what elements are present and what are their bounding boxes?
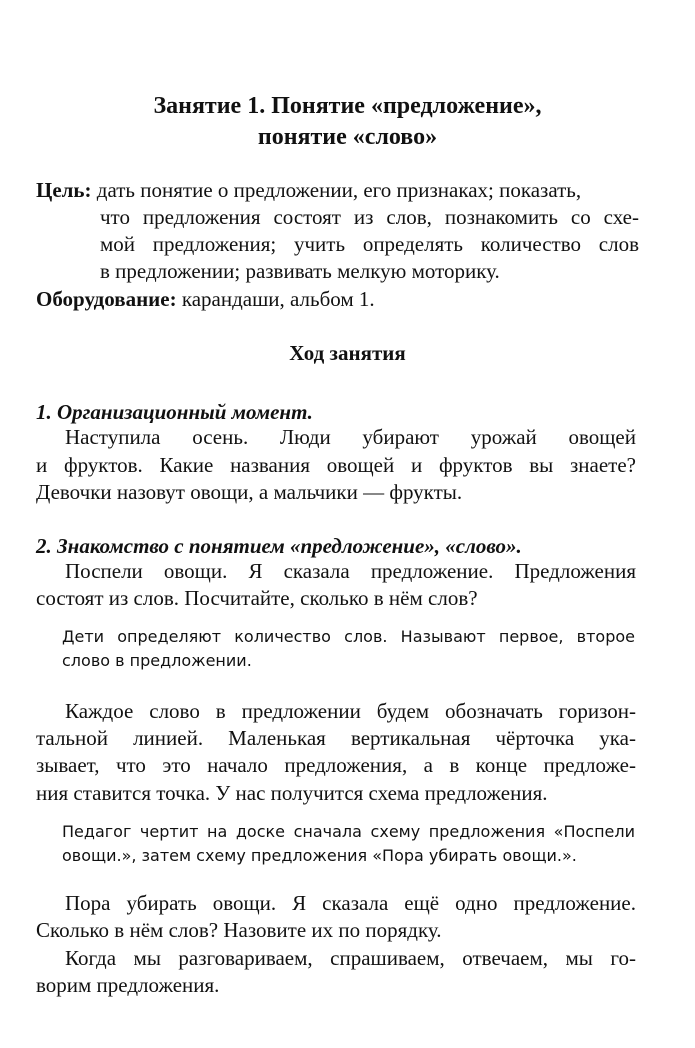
teacher-note-2-line-2: овощи.», затем схему предложения «Пора убирать овощи.». [62,846,577,865]
section2-paragraph-line-4: тальной линией. Маленькая вертикальная чёрточка ука- [36,726,636,750]
section2-heading: 2. Знакомство с понятием «предложение», «слово». [36,534,522,558]
teacher-note-1-line-2: слово в предложении. [62,651,252,670]
section1-paragraph-line-2: и фруктов. Какие названия овощей и фруктов вы знаете? [36,453,636,477]
section2-paragraph-line-10: ворим предложения. [36,973,220,997]
section1-paragraph-line-1: Наступила осень. Люди убирают урожай овощей [65,425,636,449]
teacher-note-1-line-1: Дети определяют количество слов. Называют первое, второе [62,627,635,646]
equipment-label: Оборудование: [36,287,177,311]
lesson-title-line-2: понятие «слово» [257,124,438,150]
section1-heading: 1. Организационный момент. [36,400,313,424]
goal-text-1: дать понятие о предложении, его признаках; показать, [91,178,582,202]
teacher-note-2-line-1: Педагог чертит на доске сначала схему предложения «Поспели [62,822,635,841]
section1-paragraph-line-3: Девочки назовут овощи, а мальчики — фрукты. [36,480,463,504]
goal-line-4: в предложении; развивать мелкую моторику. [100,259,500,283]
section2-paragraph-line-9: Когда мы разговариваем, спрашиваем, отвечаем, мы го- [65,946,636,970]
section2-paragraph-line-7: Пора убирать овощи. Я сказала ещё одно предложение. [65,891,636,915]
section2-paragraph-line-2: состоят из слов. Посчитайте, сколько в нём слов? [36,586,478,610]
section2-paragraph-line-8: Сколько в нём слов? Назовите их по порядку. [36,918,442,942]
section2-paragraph-line-3: Каждое слово в предложении будем обозначать горизон- [65,699,636,723]
section2-paragraph-line-6: ния ставится точка. У нас получится схема предложения. [36,781,548,805]
goal-label: Цель: [36,178,92,202]
equipment-line [36,286,375,312]
section2-paragraph-line-5: зывает, что это начало предложения, а в конце предложе- [36,753,636,777]
lesson-title-line-1: Занятие 1. Понятие «предложение», [153,93,542,119]
section2-paragraph-line-1: Поспели овощи. Я сказала предложение. Предложения [65,559,636,583]
course-heading: Ход занятия [289,341,406,365]
goal-line-1 [36,177,658,203]
goal-line-2: что предложения состоят из слов, познакомить со схе- [100,205,639,229]
goal-line-3: мой предложения; учить определять количество слов [100,232,639,256]
equipment-text: карандаши, альбом 1. [176,287,375,311]
